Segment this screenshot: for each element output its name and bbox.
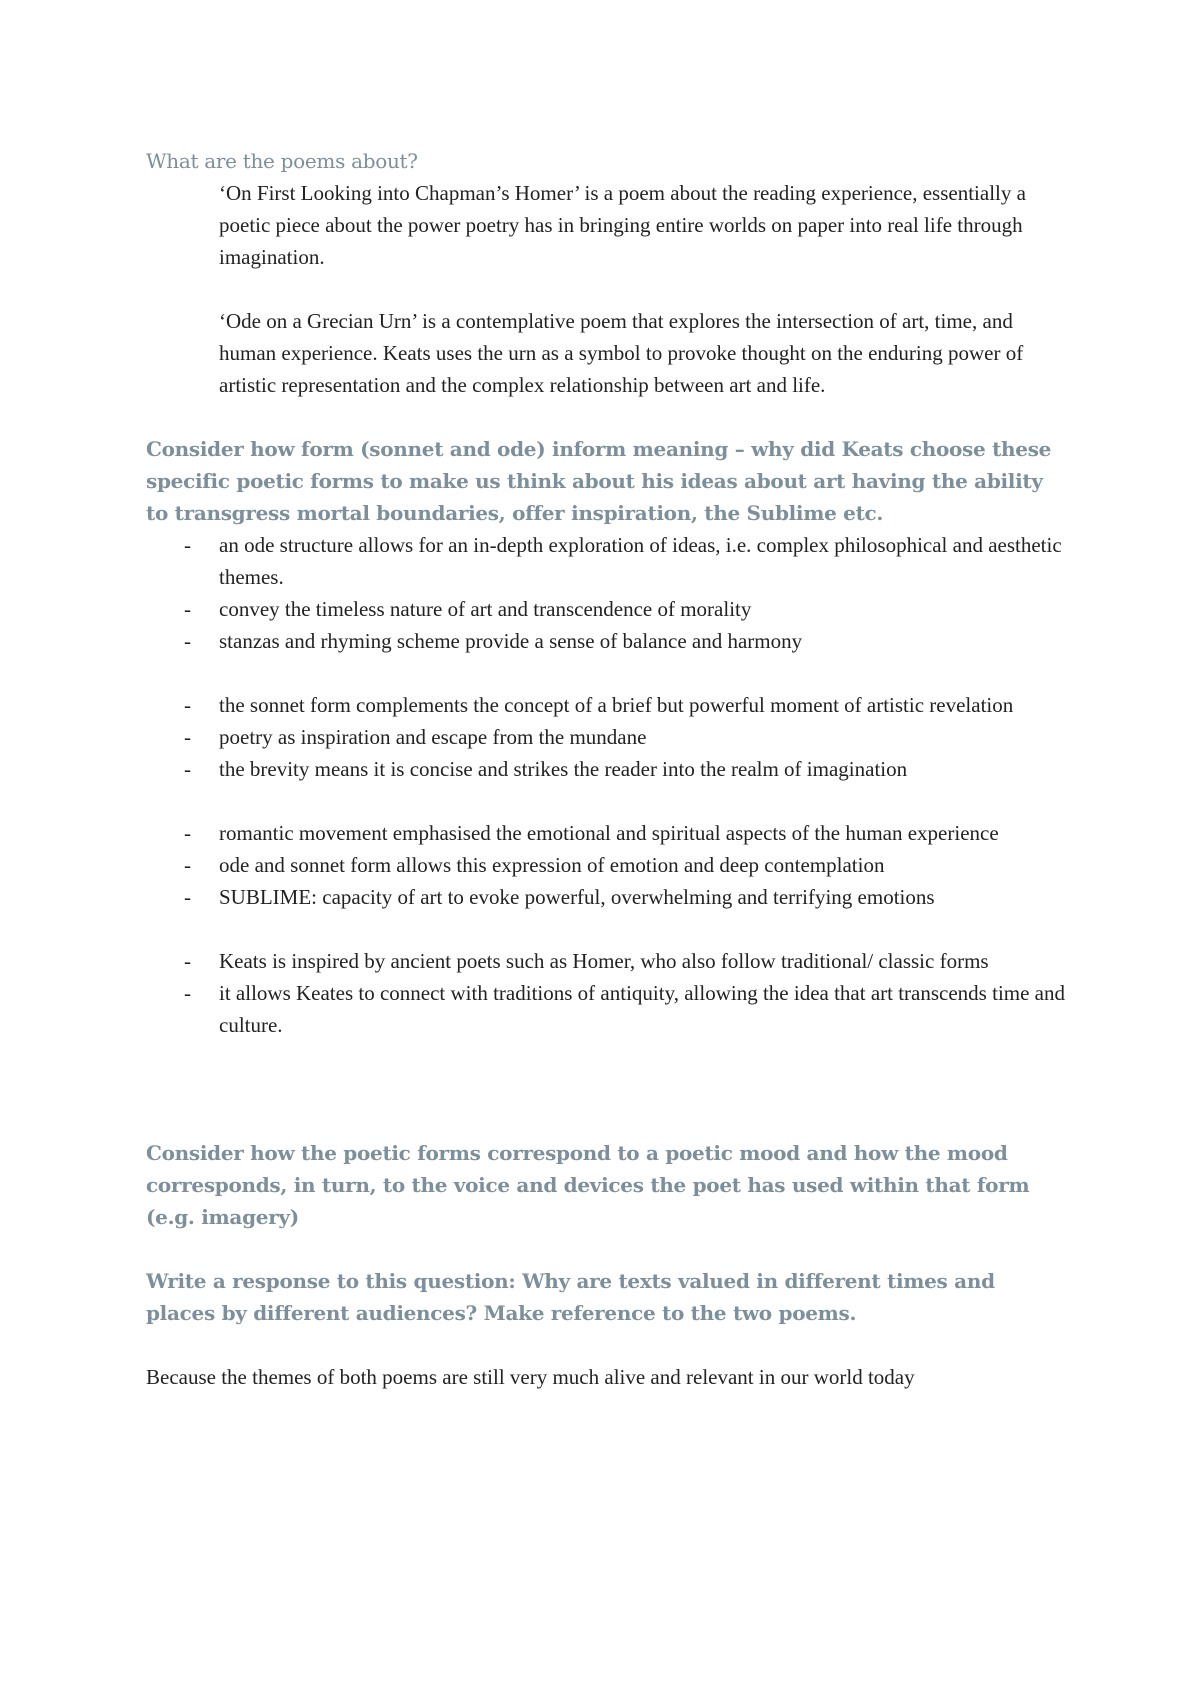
section-heading-mood: Consider how the poetic forms correspond to a poetic mood and how the mood corresponds, in turn, to the voice and devices the poet has used within that form (e.g. imagery) [146, 1141, 1030, 1229]
list-item: - SUBLIME: capacity of art to evoke powerful, overwhelming and terrifying emotions [184, 885, 935, 909]
bullet-group-romantic [146, 817, 1066, 913]
document-content [146, 145, 1066, 1393]
section-heading-poems-about: What are the poems about? [146, 149, 418, 173]
response-text: Because the themes of both poems are still very much alive and relevant in our world today [146, 1365, 915, 1389]
section-heading-form-meaning: Consider how form (sonnet and ode) inform meaning – why did Keats choose these specific poetic forms to make us think about his ideas about art having the ability to transgress mortal boundaries, offer inspiration, the Sublime etc. [146, 437, 1052, 525]
paragraph-chapmans-homer: ‘On First Looking into Chapman’s Homer’ is a poem about the reading experience, essentially a poetic piece about the power poetry has in bringing entire worlds on paper into real life through imagination. [219, 181, 1026, 269]
list-item: - it allows Keates to connect with traditions of antiquity, allowing the idea that art transcends time and culture. [184, 981, 1065, 1037]
list-item: - convey the timeless nature of art and transcendence of morality [184, 597, 752, 621]
bullet-group-antiquity [146, 945, 1066, 1041]
list-item: - the brevity means it is concise and strikes the reader into the realm of imagination [184, 757, 908, 781]
list-item: - an ode structure allows for an in-depth exploration of ideas, i.e. complex philosophical and aesthetic themes. [184, 533, 1062, 589]
list-item: - stanzas and rhyming scheme provide a sense of balance and harmony [184, 629, 803, 653]
list-item: - ode and sonnet form allows this expression of emotion and deep contemplation [184, 853, 885, 877]
list-item: - romantic movement emphasised the emotional and spiritual aspects of the human experience [184, 821, 999, 845]
list-item: - the sonnet form complements the concept of a brief but powerful moment of artistic revelation [184, 693, 1014, 717]
list-item: - poetry as inspiration and escape from the mundane [184, 725, 647, 749]
list-item: - Keats is inspired by ancient poets such as Homer, who also follow traditional/ classic forms [184, 949, 989, 973]
section-heading-response: Write a response to this question: Why are texts valued in different times and places by different audiences? Make reference to the two poems. [146, 1269, 995, 1325]
bullet-group-ode [146, 529, 1066, 657]
bullet-group-sonnet [146, 689, 1066, 785]
paragraph-grecian-urn: ‘Ode on a Grecian Urn’ is a contemplative poem that explores the intersection of art, time, and human experience. Keats uses the urn as a symbol to provoke thought on the enduring power of artistic representation and the complex relationship between art and life. [219, 309, 1024, 397]
